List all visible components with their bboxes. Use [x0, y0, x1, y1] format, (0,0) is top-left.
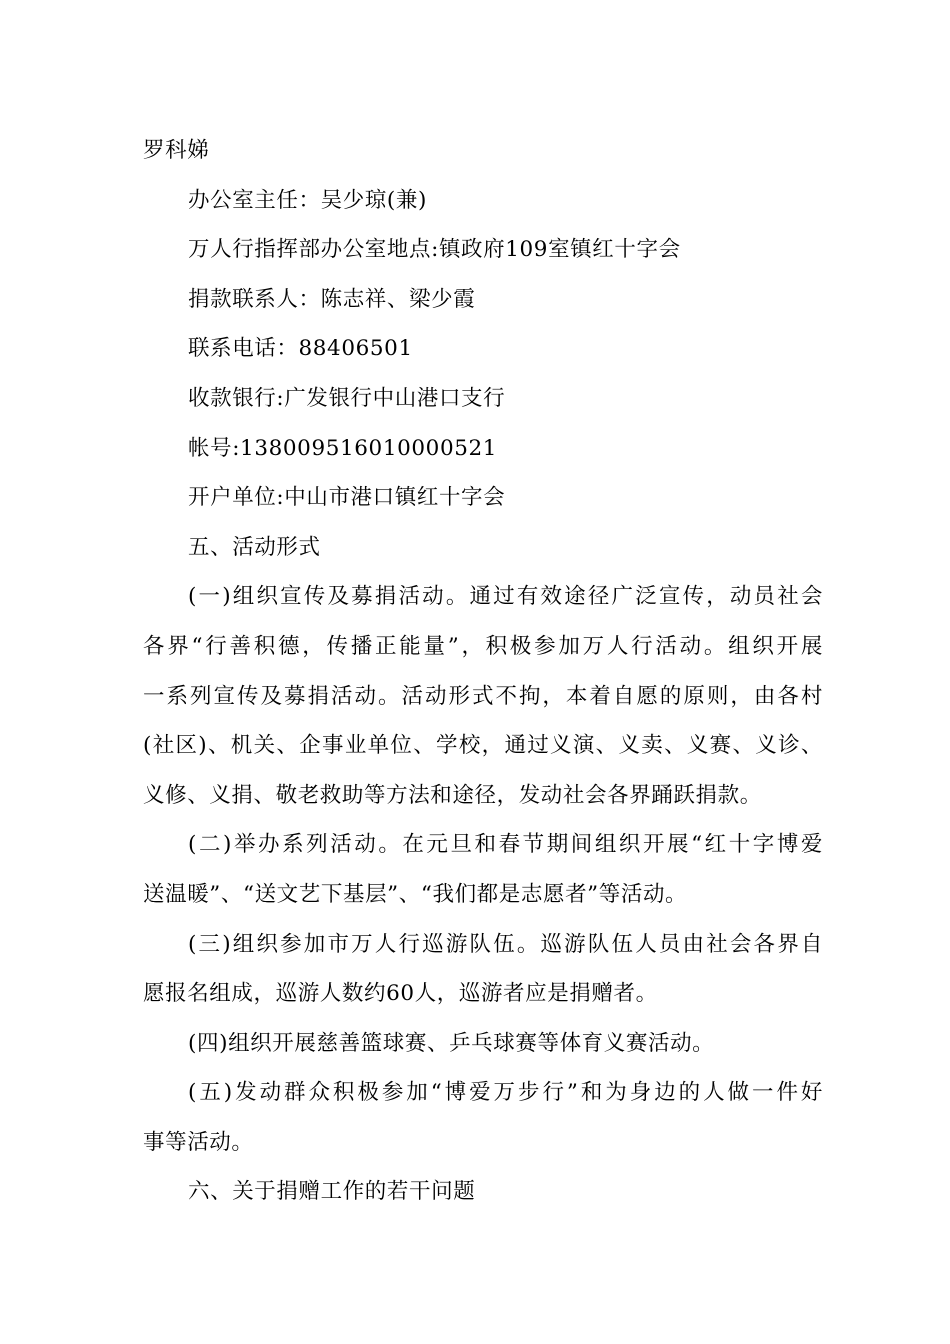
paragraph-line: 各界“行善积德，传播正能量”，积极参加万人行活动。组织开展	[143, 633, 823, 659]
text-line-account-holder: 开户单位:中山市港口镇红十字会	[188, 485, 506, 511]
paragraph-line: 送温暖”、“送文艺下基层”、“我们都是志愿者”等活动。	[143, 881, 688, 907]
text-line-name: 罗科娣	[143, 138, 210, 163]
text-line-office-location: 万人行指挥部办公室地点:镇政府109室镇红十字会	[188, 237, 681, 263]
paragraph-line: 一系列宣传及募捐活动。活动形式不拘，本着自愿的原则，由各村	[143, 683, 823, 709]
paragraph-line: 义修、义捐、敬老救助等方法和途径，发动社会各界踊跃捐款。	[143, 782, 762, 808]
text-line-office-director: 办公室主任：吴少琼(兼)	[188, 187, 427, 213]
text-line-account: 帐号:13800951601000052​1	[188, 435, 498, 461]
paragraph-line: (一)组织宣传及募捐活动。通过有效途径广泛宣传，动员社会	[188, 584, 823, 610]
paragraph-line: (三)组织参加市万人行巡游队伍。巡游队伍人员由社会各界自	[188, 931, 823, 957]
text-line-donation-contact: 捐款联系人：陈志祥、梁少霞	[188, 286, 476, 312]
section-heading-donation-issues: 六、关于捐赠工作的若干问题	[188, 1179, 476, 1205]
paragraph-line: 愿报名组成，巡游人数约60人，巡游者应是捐赠者。	[143, 981, 658, 1007]
paragraph-line: (社区)、机关、企事业单位、学校，通过义演、义卖、义赛、义诊、	[143, 733, 823, 759]
paragraph-line: (五)发动群众积极参加“博爱万步行”和为身边的人做一件好	[188, 1080, 823, 1106]
text-line-phone: 联系电话：88406501	[188, 336, 413, 362]
text-line-bank: 收款银行:广发银行中山港口支行	[188, 385, 506, 411]
paragraph-line: 事等活动。	[143, 1129, 254, 1155]
paragraph-3	[143, 920, 823, 1019]
paragraph-line: (二)举办系列活动。在元旦和春节期间组织开展“红十字博爱	[188, 832, 823, 858]
paragraph-2	[143, 820, 823, 919]
section-heading-activity-forms: 五、活动形式	[188, 534, 321, 560]
paragraph-line: (四)组织开展慈善篮球赛、乒乓球赛等体育义赛活动。	[188, 1030, 715, 1056]
paragraph-4	[143, 1019, 823, 1069]
paragraph-5	[143, 1068, 823, 1167]
paragraph-1	[143, 572, 823, 820]
document-body	[143, 126, 823, 1217]
